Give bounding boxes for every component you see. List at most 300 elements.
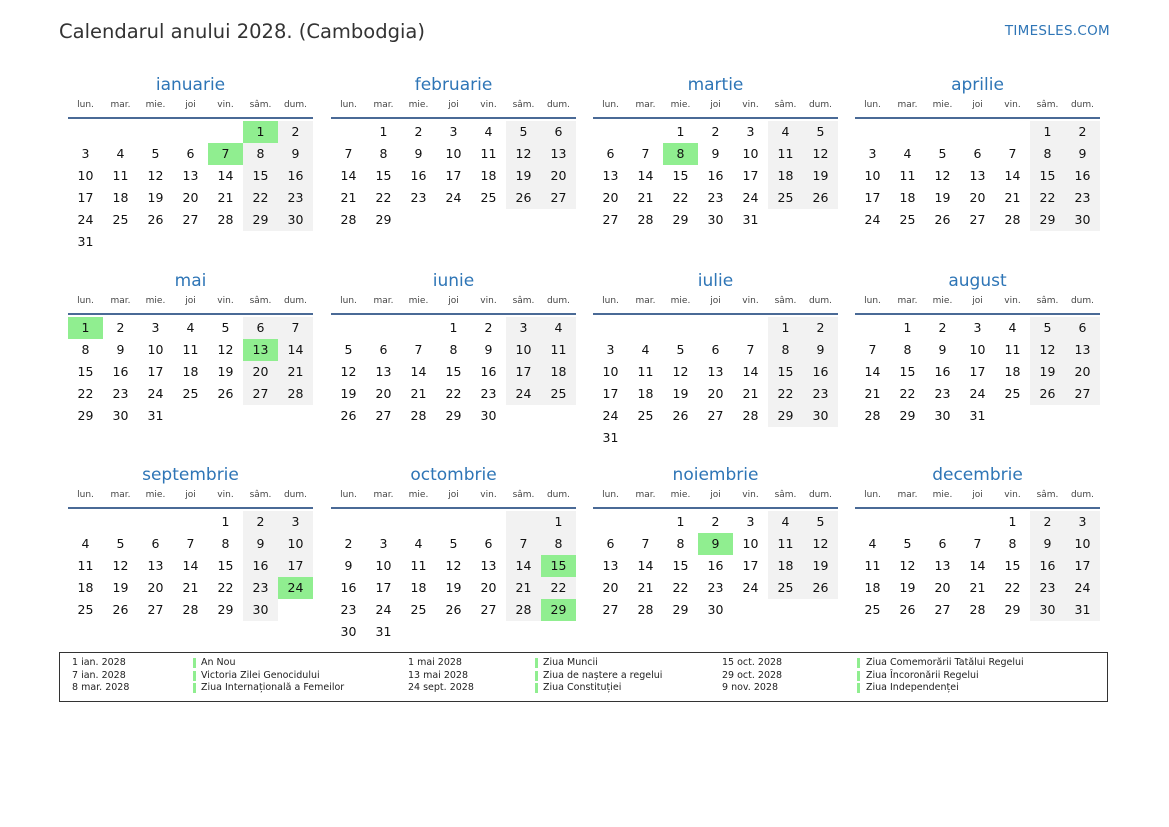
day-cell[interactable]: 25 xyxy=(1004,386,1021,401)
day-cell[interactable]: 24 xyxy=(742,190,759,205)
day-cell[interactable]: 12 xyxy=(672,364,689,379)
day-cell[interactable]: 31 xyxy=(147,408,164,423)
day-cell[interactable]: 27 xyxy=(1065,383,1100,405)
day-cell[interactable]: 15 xyxy=(1004,558,1021,573)
day-cell[interactable]: 22 xyxy=(77,386,94,401)
day-cell[interactable]: 26 xyxy=(672,408,689,423)
day-cell[interactable]: 3 xyxy=(746,514,755,529)
day-cell[interactable]: 9 xyxy=(698,533,733,555)
day-cell[interactable]: 8 xyxy=(676,536,685,551)
day-cell[interactable]: 25 xyxy=(637,408,654,423)
day-cell[interactable]: 27 xyxy=(969,212,986,227)
day-cell[interactable]: 20 xyxy=(707,386,724,401)
day-cell[interactable]: 2 xyxy=(938,320,947,335)
day-cell[interactable]: 26 xyxy=(445,602,462,617)
day-cell[interactable]: 14 xyxy=(969,558,986,573)
day-cell[interactable]: 19 xyxy=(112,580,129,595)
day-cell[interactable]: 5 xyxy=(803,511,838,533)
day-cell[interactable]: 24 xyxy=(602,408,619,423)
day-cell[interactable]: 14 xyxy=(278,339,313,361)
day-cell[interactable]: 16 xyxy=(243,555,278,577)
day-cell[interactable]: 12 xyxy=(445,558,462,573)
day-cell[interactable]: 26 xyxy=(147,212,164,227)
day-cell[interactable]: 11 xyxy=(768,533,803,555)
day-cell[interactable]: 16 xyxy=(707,168,724,183)
day-cell[interactable]: 15 xyxy=(217,558,234,573)
day-cell[interactable]: 6 xyxy=(606,536,615,551)
day-cell[interactable]: 29 xyxy=(768,405,803,427)
day-cell[interactable]: 4 xyxy=(414,536,423,551)
day-cell[interactable]: 3 xyxy=(973,320,982,335)
day-cell[interactable]: 13 xyxy=(243,339,278,361)
day-cell[interactable]: 1 xyxy=(768,317,803,339)
day-cell[interactable]: 9 xyxy=(938,342,947,357)
day-cell[interactable]: 14 xyxy=(1004,168,1021,183)
day-cell[interactable]: 15 xyxy=(541,555,576,577)
day-cell[interactable]: 28 xyxy=(864,408,881,423)
day-cell[interactable]: 13 xyxy=(182,168,199,183)
day-cell[interactable]: 4 xyxy=(541,317,576,339)
day-cell[interactable]: 2 xyxy=(116,320,125,335)
day-cell[interactable]: 23 xyxy=(112,386,129,401)
day-cell[interactable]: 8 xyxy=(449,342,458,357)
day-cell[interactable]: 19 xyxy=(340,386,357,401)
day-cell[interactable]: 8 xyxy=(221,536,230,551)
day-cell[interactable]: 7 xyxy=(506,533,541,555)
day-cell[interactable]: 2 xyxy=(803,317,838,339)
day-cell[interactable]: 12 xyxy=(506,143,541,165)
day-cell[interactable]: 11 xyxy=(77,558,94,573)
day-cell[interactable]: 18 xyxy=(637,386,654,401)
day-cell[interactable]: 10 xyxy=(742,146,759,161)
day-cell[interactable]: 11 xyxy=(899,168,916,183)
day-cell[interactable]: 24 xyxy=(1065,577,1100,599)
day-cell[interactable]: 30 xyxy=(707,602,724,617)
day-cell[interactable]: 28 xyxy=(637,212,654,227)
day-cell[interactable]: 8 xyxy=(903,342,912,357)
day-cell[interactable]: 9 xyxy=(116,342,125,357)
day-cell[interactable]: 27 xyxy=(182,212,199,227)
day-cell[interactable]: 27 xyxy=(243,383,278,405)
day-cell[interactable]: 21 xyxy=(340,190,357,205)
day-cell[interactable]: 20 xyxy=(480,580,497,595)
day-cell[interactable]: 2 xyxy=(711,124,720,139)
day-cell[interactable]: 31 xyxy=(602,430,619,445)
day-cell[interactable]: 25 xyxy=(899,212,916,227)
day-cell[interactable]: 23 xyxy=(707,190,724,205)
day-cell[interactable]: 4 xyxy=(1008,320,1017,335)
day-cell[interactable]: 7 xyxy=(746,342,755,357)
day-cell[interactable]: 6 xyxy=(151,536,160,551)
day-cell[interactable]: 24 xyxy=(147,386,164,401)
day-cell[interactable]: 17 xyxy=(969,364,986,379)
day-cell[interactable]: 9 xyxy=(1030,533,1065,555)
day-cell[interactable]: 30 xyxy=(243,599,278,621)
day-cell[interactable]: 3 xyxy=(278,511,313,533)
day-cell[interactable]: 4 xyxy=(186,320,195,335)
day-cell[interactable]: 13 xyxy=(480,558,497,573)
day-cell[interactable]: 19 xyxy=(1030,361,1065,383)
day-cell[interactable]: 2 xyxy=(414,124,423,139)
day-cell[interactable]: 20 xyxy=(602,580,619,595)
day-cell[interactable]: 1 xyxy=(676,514,685,529)
day-cell[interactable]: 11 xyxy=(182,342,199,357)
day-cell[interactable]: 21 xyxy=(217,190,234,205)
day-cell[interactable]: 1 xyxy=(1008,514,1017,529)
day-cell[interactable]: 12 xyxy=(147,168,164,183)
day-cell[interactable]: 2 xyxy=(711,514,720,529)
day-cell[interactable]: 8 xyxy=(81,342,90,357)
day-cell[interactable]: 3 xyxy=(81,146,90,161)
day-cell[interactable]: 19 xyxy=(445,580,462,595)
day-cell[interactable]: 18 xyxy=(768,555,803,577)
day-cell[interactable]: 17 xyxy=(602,386,619,401)
day-cell[interactable]: 9 xyxy=(243,533,278,555)
day-cell[interactable]: 17 xyxy=(278,555,313,577)
day-cell[interactable]: 20 xyxy=(375,386,392,401)
day-cell[interactable]: 9 xyxy=(484,342,493,357)
day-cell[interactable]: 21 xyxy=(637,190,654,205)
day-cell[interactable]: 17 xyxy=(147,364,164,379)
day-cell[interactable]: 13 xyxy=(602,168,619,183)
day-cell[interactable]: 25 xyxy=(112,212,129,227)
day-cell[interactable]: 23 xyxy=(243,577,278,599)
day-cell[interactable]: 5 xyxy=(506,121,541,143)
day-cell[interactable]: 15 xyxy=(768,361,803,383)
day-cell[interactable]: 17 xyxy=(864,190,881,205)
day-cell[interactable]: 23 xyxy=(1030,577,1065,599)
day-cell[interactable]: 8 xyxy=(243,143,278,165)
day-cell[interactable]: 11 xyxy=(1004,342,1021,357)
day-cell[interactable]: 25 xyxy=(864,602,881,617)
day-cell[interactable]: 10 xyxy=(742,536,759,551)
day-cell[interactable]: 3 xyxy=(746,124,755,139)
day-cell[interactable]: 4 xyxy=(868,536,877,551)
day-cell[interactable]: 10 xyxy=(506,339,541,361)
day-cell[interactable]: 22 xyxy=(1004,580,1021,595)
day-cell[interactable]: 18 xyxy=(899,190,916,205)
day-cell[interactable]: 8 xyxy=(1008,536,1017,551)
day-cell[interactable]: 29 xyxy=(672,602,689,617)
day-cell[interactable]: 14 xyxy=(217,168,234,183)
day-cell[interactable]: 11 xyxy=(541,339,576,361)
day-cell[interactable]: 20 xyxy=(969,190,986,205)
day-cell[interactable]: 3 xyxy=(506,317,541,339)
day-cell[interactable]: 3 xyxy=(449,124,458,139)
day-cell[interactable]: 13 xyxy=(602,558,619,573)
day-cell[interactable]: 28 xyxy=(410,408,427,423)
day-cell[interactable]: 1 xyxy=(379,124,388,139)
day-cell[interactable]: 12 xyxy=(217,342,234,357)
day-cell[interactable]: 30 xyxy=(1030,599,1065,621)
day-cell[interactable]: 16 xyxy=(707,558,724,573)
day-cell[interactable]: 30 xyxy=(112,408,129,423)
day-cell[interactable]: 8 xyxy=(1030,143,1065,165)
day-cell[interactable]: 9 xyxy=(803,339,838,361)
day-cell[interactable]: 4 xyxy=(81,536,90,551)
day-cell[interactable]: 19 xyxy=(672,386,689,401)
day-cell[interactable]: 21 xyxy=(742,386,759,401)
day-cell[interactable]: 18 xyxy=(112,190,129,205)
day-cell[interactable]: 17 xyxy=(445,168,462,183)
day-cell[interactable]: 31 xyxy=(969,408,986,423)
day-cell[interactable]: 28 xyxy=(340,212,357,227)
day-cell[interactable]: 15 xyxy=(243,165,278,187)
day-cell[interactable]: 13 xyxy=(1065,339,1100,361)
day-cell[interactable]: 25 xyxy=(541,383,576,405)
day-cell[interactable]: 19 xyxy=(506,165,541,187)
day-cell[interactable]: 10 xyxy=(602,364,619,379)
day-cell[interactable]: 24 xyxy=(742,580,759,595)
day-cell[interactable]: 7 xyxy=(868,342,877,357)
day-cell[interactable]: 24 xyxy=(77,212,94,227)
day-cell[interactable]: 24 xyxy=(864,212,881,227)
day-cell[interactable]: 21 xyxy=(1004,190,1021,205)
day-cell[interactable]: 29 xyxy=(375,212,392,227)
day-cell[interactable]: 19 xyxy=(899,580,916,595)
day-cell[interactable]: 10 xyxy=(969,342,986,357)
day-cell[interactable]: 2 xyxy=(243,511,278,533)
day-cell[interactable]: 26 xyxy=(803,187,838,209)
day-cell[interactable]: 9 xyxy=(344,558,353,573)
day-cell[interactable]: 29 xyxy=(1030,209,1065,231)
day-cell[interactable]: 26 xyxy=(506,187,541,209)
day-cell[interactable]: 1 xyxy=(903,320,912,335)
day-cell[interactable]: 9 xyxy=(711,146,720,161)
day-cell[interactable]: 27 xyxy=(375,408,392,423)
day-cell[interactable]: 14 xyxy=(637,558,654,573)
day-cell[interactable]: 1 xyxy=(449,320,458,335)
day-cell[interactable]: 18 xyxy=(182,364,199,379)
day-cell[interactable]: 15 xyxy=(77,364,94,379)
day-cell[interactable]: 17 xyxy=(375,580,392,595)
day-cell[interactable]: 23 xyxy=(278,187,313,209)
day-cell[interactable]: 16 xyxy=(480,364,497,379)
day-cell[interactable]: 21 xyxy=(506,577,541,599)
day-cell[interactable]: 4 xyxy=(116,146,125,161)
day-cell[interactable]: 12 xyxy=(112,558,129,573)
day-cell[interactable]: 22 xyxy=(445,386,462,401)
day-cell[interactable]: 10 xyxy=(77,168,94,183)
day-cell[interactable]: 15 xyxy=(1030,165,1065,187)
day-cell[interactable]: 25 xyxy=(768,187,803,209)
day-cell[interactable]: 31 xyxy=(375,624,392,639)
day-cell[interactable]: 24 xyxy=(445,190,462,205)
day-cell[interactable]: 11 xyxy=(768,143,803,165)
day-cell[interactable]: 29 xyxy=(445,408,462,423)
day-cell[interactable]: 22 xyxy=(217,580,234,595)
day-cell[interactable]: 22 xyxy=(243,187,278,209)
day-cell[interactable]: 4 xyxy=(484,124,493,139)
day-cell[interactable]: 18 xyxy=(541,361,576,383)
brand-link[interactable]: TIMESLES.COM xyxy=(1004,23,1110,39)
day-cell[interactable]: 2 xyxy=(1065,121,1100,143)
day-cell[interactable]: 12 xyxy=(803,143,838,165)
day-cell[interactable]: 27 xyxy=(602,602,619,617)
day-cell[interactable]: 8 xyxy=(379,146,388,161)
day-cell[interactable]: 13 xyxy=(541,143,576,165)
day-cell[interactable]: 10 xyxy=(445,146,462,161)
day-cell[interactable]: 23 xyxy=(707,580,724,595)
day-cell[interactable]: 15 xyxy=(899,364,916,379)
day-cell[interactable]: 15 xyxy=(672,558,689,573)
day-cell[interactable]: 29 xyxy=(1004,602,1021,617)
day-cell[interactable]: 20 xyxy=(1065,361,1100,383)
day-cell[interactable]: 3 xyxy=(1065,511,1100,533)
day-cell[interactable]: 26 xyxy=(1030,383,1065,405)
day-cell[interactable]: 22 xyxy=(672,190,689,205)
day-cell[interactable]: 13 xyxy=(934,558,951,573)
day-cell[interactable]: 21 xyxy=(182,580,199,595)
day-cell[interactable]: 30 xyxy=(480,408,497,423)
day-cell[interactable]: 7 xyxy=(641,536,650,551)
day-cell[interactable]: 28 xyxy=(217,212,234,227)
day-cell[interactable]: 27 xyxy=(147,602,164,617)
day-cell[interactable]: 1 xyxy=(541,511,576,533)
day-cell[interactable]: 16 xyxy=(1065,165,1100,187)
day-cell[interactable]: 12 xyxy=(934,168,951,183)
day-cell[interactable]: 11 xyxy=(112,168,129,183)
day-cell[interactable]: 23 xyxy=(410,190,427,205)
day-cell[interactable]: 26 xyxy=(803,577,838,599)
day-cell[interactable]: 23 xyxy=(803,383,838,405)
day-cell[interactable]: 4 xyxy=(903,146,912,161)
day-cell[interactable]: 6 xyxy=(606,146,615,161)
day-cell[interactable]: 5 xyxy=(676,342,685,357)
day-cell[interactable]: 20 xyxy=(147,580,164,595)
day-cell[interactable]: 10 xyxy=(864,168,881,183)
day-cell[interactable]: 28 xyxy=(278,383,313,405)
day-cell[interactable]: 10 xyxy=(278,533,313,555)
day-cell[interactable]: 27 xyxy=(541,187,576,209)
day-cell[interactable]: 10 xyxy=(1065,533,1100,555)
day-cell[interactable]: 25 xyxy=(480,190,497,205)
day-cell[interactable]: 20 xyxy=(182,190,199,205)
day-cell[interactable]: 7 xyxy=(973,536,982,551)
day-cell[interactable]: 18 xyxy=(1004,364,1021,379)
day-cell[interactable]: 13 xyxy=(707,364,724,379)
day-cell[interactable]: 7 xyxy=(208,143,243,165)
day-cell[interactable]: 21 xyxy=(278,361,313,383)
day-cell[interactable]: 23 xyxy=(934,386,951,401)
day-cell[interactable]: 2 xyxy=(484,320,493,335)
day-cell[interactable]: 3 xyxy=(151,320,160,335)
day-cell[interactable]: 21 xyxy=(637,580,654,595)
day-cell[interactable]: 21 xyxy=(864,386,881,401)
day-cell[interactable]: 18 xyxy=(768,165,803,187)
day-cell[interactable]: 10 xyxy=(375,558,392,573)
day-cell[interactable]: 3 xyxy=(868,146,877,161)
day-cell[interactable]: 16 xyxy=(934,364,951,379)
day-cell[interactable]: 28 xyxy=(182,602,199,617)
day-cell[interactable]: 13 xyxy=(969,168,986,183)
day-cell[interactable]: 23 xyxy=(1065,187,1100,209)
day-cell[interactable]: 23 xyxy=(340,602,357,617)
day-cell[interactable]: 30 xyxy=(1065,209,1100,231)
day-cell[interactable]: 7 xyxy=(278,317,313,339)
day-cell[interactable]: 20 xyxy=(243,361,278,383)
day-cell[interactable]: 16 xyxy=(1030,555,1065,577)
day-cell[interactable]: 24 xyxy=(969,386,986,401)
day-cell[interactable]: 18 xyxy=(864,580,881,595)
day-cell[interactable]: 6 xyxy=(938,536,947,551)
day-cell[interactable]: 18 xyxy=(410,580,427,595)
day-cell[interactable]: 14 xyxy=(864,364,881,379)
day-cell[interactable]: 1 xyxy=(676,124,685,139)
day-cell[interactable]: 15 xyxy=(445,364,462,379)
day-cell[interactable]: 29 xyxy=(541,599,576,621)
day-cell[interactable]: 4 xyxy=(768,511,803,533)
day-cell[interactable]: 6 xyxy=(541,121,576,143)
day-cell[interactable]: 29 xyxy=(672,212,689,227)
day-cell[interactable]: 31 xyxy=(77,234,94,249)
day-cell[interactable]: 14 xyxy=(742,364,759,379)
day-cell[interactable]: 16 xyxy=(112,364,129,379)
day-cell[interactable]: 5 xyxy=(344,342,353,357)
day-cell[interactable]: 12 xyxy=(1030,339,1065,361)
day-cell[interactable]: 27 xyxy=(602,212,619,227)
day-cell[interactable]: 17 xyxy=(506,361,541,383)
day-cell[interactable]: 4 xyxy=(768,121,803,143)
day-cell[interactable]: 17 xyxy=(1065,555,1100,577)
day-cell[interactable]: 14 xyxy=(182,558,199,573)
day-cell[interactable]: 7 xyxy=(186,536,195,551)
day-cell[interactable]: 6 xyxy=(1065,317,1100,339)
day-cell[interactable]: 4 xyxy=(641,342,650,357)
day-cell[interactable]: 6 xyxy=(484,536,493,551)
day-cell[interactable]: 29 xyxy=(217,602,234,617)
day-cell[interactable]: 26 xyxy=(899,602,916,617)
day-cell[interactable]: 12 xyxy=(899,558,916,573)
day-cell[interactable]: 5 xyxy=(116,536,125,551)
day-cell[interactable]: 7 xyxy=(1008,146,1017,161)
day-cell[interactable]: 19 xyxy=(147,190,164,205)
day-cell[interactable]: 20 xyxy=(934,580,951,595)
day-cell[interactable]: 18 xyxy=(480,168,497,183)
day-cell[interactable]: 30 xyxy=(934,408,951,423)
day-cell[interactable]: 22 xyxy=(375,190,392,205)
day-cell[interactable]: 2 xyxy=(278,121,313,143)
day-cell[interactable]: 2 xyxy=(344,536,353,551)
day-cell[interactable]: 26 xyxy=(340,408,357,423)
day-cell[interactable]: 25 xyxy=(77,602,94,617)
day-cell[interactable]: 22 xyxy=(541,577,576,599)
day-cell[interactable]: 5 xyxy=(803,121,838,143)
day-cell[interactable]: 1 xyxy=(243,121,278,143)
day-cell[interactable]: 6 xyxy=(973,146,982,161)
day-cell[interactable]: 24 xyxy=(506,383,541,405)
day-cell[interactable]: 9 xyxy=(1065,143,1100,165)
day-cell[interactable]: 8 xyxy=(663,143,698,165)
day-cell[interactable]: 7 xyxy=(414,342,423,357)
day-cell[interactable]: 5 xyxy=(938,146,947,161)
day-cell[interactable]: 30 xyxy=(803,405,838,427)
day-cell[interactable]: 24 xyxy=(278,577,313,599)
day-cell[interactable]: 22 xyxy=(1030,187,1065,209)
day-cell[interactable]: 20 xyxy=(602,190,619,205)
day-cell[interactable]: 19 xyxy=(934,190,951,205)
day-cell[interactable]: 7 xyxy=(344,146,353,161)
day-cell[interactable]: 11 xyxy=(480,146,497,161)
day-cell[interactable]: 13 xyxy=(375,364,392,379)
day-cell[interactable]: 15 xyxy=(672,168,689,183)
day-cell[interactable]: 17 xyxy=(742,168,759,183)
day-cell[interactable]: 3 xyxy=(379,536,388,551)
day-cell[interactable]: 26 xyxy=(112,602,129,617)
day-cell[interactable]: 12 xyxy=(340,364,357,379)
day-cell[interactable]: 12 xyxy=(803,533,838,555)
day-cell[interactable]: 20 xyxy=(541,165,576,187)
